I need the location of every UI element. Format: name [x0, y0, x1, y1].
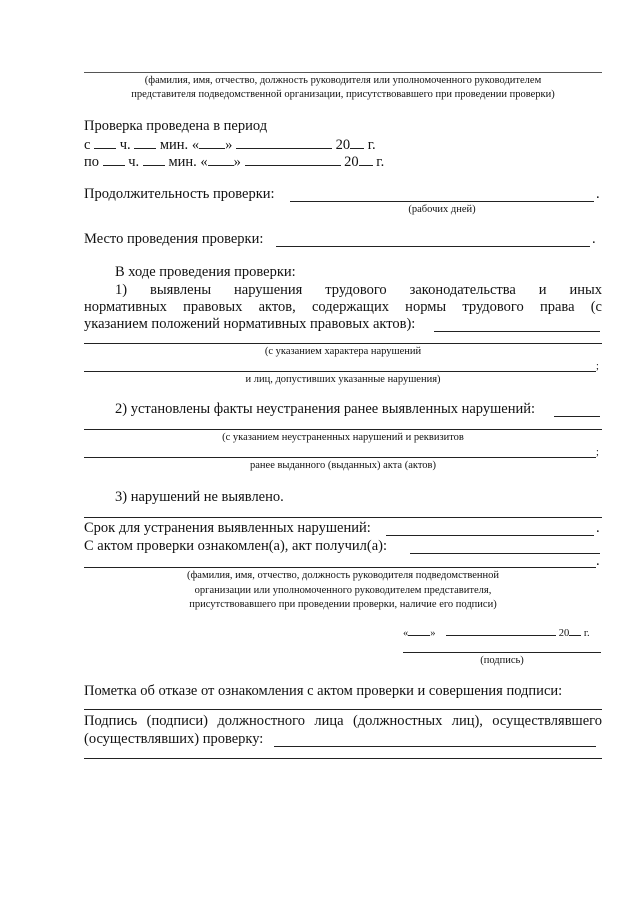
- signature-caption: (подпись): [480, 655, 524, 666]
- header-rule: [84, 72, 602, 73]
- place-end: .: [592, 231, 596, 247]
- refusal-label: Пометка об отказе от ознакомления с актом проверки и совершения подписи:: [84, 683, 563, 699]
- acquaint-label: С актом проверки ознакомлен(а), акт получил(а):: [84, 538, 388, 554]
- to-month-blank[interactable]: [245, 152, 341, 166]
- finding-1-caption1: (с указанием характера нарушений: [264, 346, 422, 357]
- finding-2-blank-line1[interactable]: [84, 429, 602, 430]
- finding-2-blank-inline[interactable]: [554, 416, 600, 417]
- official-signature-blank-line[interactable]: [84, 758, 602, 759]
- finding-1-line1: 1) выявлены нарушения трудового законодательства и иных: [115, 282, 602, 298]
- to-minute-blank[interactable]: [143, 152, 165, 166]
- acquaint-blank-inline[interactable]: [410, 553, 600, 554]
- date-year-blank[interactable]: [569, 625, 581, 636]
- finding-2-caption1: (с указанием неустраненных нарушений и реквизитов: [222, 432, 464, 443]
- finding-3-text: 3) нарушений не выявлено.: [115, 489, 284, 505]
- header-caption-line1: (фамилия, имя, отчество, должность руководителя или уполномоченного руководителем: [144, 75, 542, 86]
- duration-label: Продолжительность проверки:: [84, 186, 275, 202]
- acquaint-caption3: присутствовавшего при проведении проверки, наличие его подписи): [189, 599, 497, 610]
- duration-end: .: [596, 186, 600, 202]
- deadline-blank[interactable]: [386, 535, 594, 536]
- to-hour-blank[interactable]: [103, 152, 125, 166]
- from-month-blank[interactable]: [236, 135, 332, 149]
- finding-1-blank-inline[interactable]: [434, 331, 600, 332]
- finding-3-blank[interactable]: [84, 517, 602, 518]
- to-year-blank[interactable]: [359, 152, 373, 166]
- period-from-line: с ч. мин. « » 20 г.: [84, 137, 376, 153]
- official-signature-line1: Подпись (подписи) должностного лица (должностных лиц), осуществлявшего: [84, 713, 602, 729]
- duration-caption: (рабочих дней): [408, 204, 476, 215]
- period-title: Проверка проведена в период: [84, 118, 268, 134]
- finding-1-caption2: и лиц, допустивших указанные нарушения): [245, 374, 441, 385]
- finding-1-semicolon: ;: [596, 361, 599, 372]
- date-line: « » 20 г.: [403, 625, 590, 640]
- from-minute-blank[interactable]: [134, 135, 156, 149]
- acquaint-blank-line[interactable]: [84, 567, 596, 568]
- finding-1-line2: нормативных правовых актов, содержащих нормы трудового права (с: [84, 299, 602, 315]
- official-signature-blank-inline[interactable]: [274, 746, 596, 747]
- deadline-end: .: [596, 520, 600, 536]
- from-year-blank[interactable]: [350, 135, 364, 149]
- refusal-blank[interactable]: [84, 709, 602, 710]
- acquaint-caption1: (фамилия, имя, отчество, должность руководителя подведомственной: [187, 570, 499, 581]
- official-signature-line2: (осуществлявших) проверку:: [84, 731, 264, 747]
- date-day-blank[interactable]: [408, 625, 430, 636]
- deadline-label: Срок для устранения выявленных нарушений:: [84, 520, 371, 536]
- finding-2-blank-line2[interactable]: [84, 457, 596, 458]
- date-month-blank[interactable]: [446, 625, 556, 636]
- finding-2-semicolon: ;: [596, 447, 599, 458]
- findings-intro: В ходе проведения проверки:: [115, 264, 296, 280]
- finding-1-blank-line1[interactable]: [84, 343, 602, 344]
- finding-1-blank-line2[interactable]: [84, 371, 596, 372]
- to-day-blank[interactable]: [208, 152, 234, 166]
- acquaint-caption2: организации или уполномоченного руководителем представителя,: [194, 585, 492, 596]
- finding-2-text: 2) установлены факты неустранения ранее выявленных нарушений:: [115, 401, 535, 417]
- header-caption-line2: представителя подведомственной организации, присутствовавшего при проведении проверки): [131, 89, 555, 100]
- signature-blank[interactable]: [403, 652, 601, 653]
- place-label: Место проведения проверки:: [84, 231, 264, 247]
- duration-blank[interactable]: [290, 201, 594, 202]
- place-blank[interactable]: [276, 246, 590, 247]
- acquaint-end: .: [596, 553, 600, 569]
- finding-1-line3: указанием положений нормативных правовых актов):: [84, 316, 416, 332]
- from-hour-blank[interactable]: [94, 135, 116, 149]
- from-day-blank[interactable]: [199, 135, 225, 149]
- finding-2-caption2: ранее выданного (выданных) акта (актов): [250, 460, 436, 471]
- period-to-line: по ч. мин. « » 20 г.: [84, 154, 385, 170]
